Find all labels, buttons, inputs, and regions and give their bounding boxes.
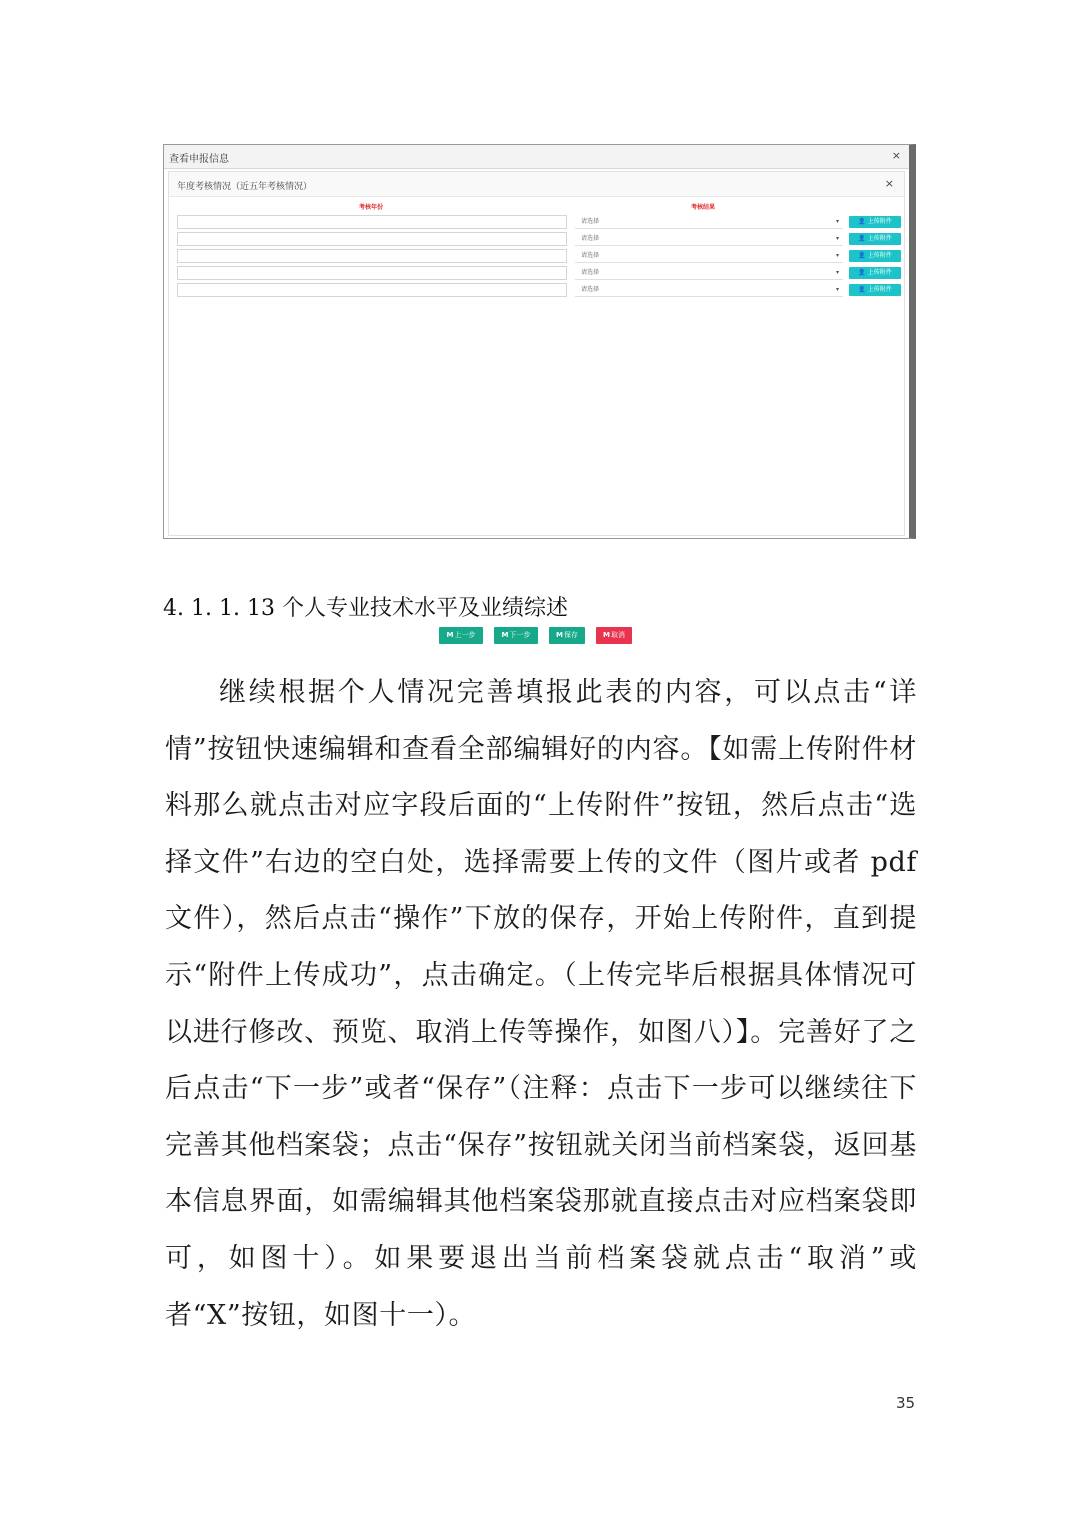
column-header-result: 考核结果 <box>691 204 716 211</box>
select-value: 请选择 <box>581 218 600 225</box>
save-label: 保存 <box>563 631 578 639</box>
select-value: 请选择 <box>581 235 600 242</box>
cancel-label: 取消 <box>610 631 625 639</box>
inner-dialog-header <box>169 172 904 197</box>
prev-step-button[interactable] <box>439 627 483 644</box>
user-icon: 👤 <box>858 218 866 225</box>
inner-dialog-title: 年度考核情况（近五年考核情况） <box>177 182 313 192</box>
upload-attachment-button[interactable] <box>849 250 901 262</box>
year-input[interactable] <box>177 283 567 297</box>
save-button[interactable] <box>549 627 585 644</box>
prev-label: 上一步 <box>454 631 476 639</box>
table-row <box>177 283 897 298</box>
result-select[interactable] <box>575 283 843 297</box>
step-icon: M <box>501 631 509 639</box>
upload-label: 上传附件 <box>867 218 892 225</box>
year-input[interactable] <box>177 215 567 229</box>
select-value: 请选择 <box>581 286 600 293</box>
outer-dialog-title: 查看申报信息 <box>169 154 229 165</box>
upload-attachment-button[interactable] <box>849 267 901 279</box>
caret-down-icon: ▾ <box>835 252 839 259</box>
user-icon: 👤 <box>858 269 866 276</box>
table-row <box>177 249 897 264</box>
cancel-button[interactable] <box>596 627 632 644</box>
user-icon: 👤 <box>858 252 866 259</box>
upload-label: 上传附件 <box>867 252 892 259</box>
year-input[interactable] <box>177 266 567 280</box>
year-input[interactable] <box>177 249 567 263</box>
result-select[interactable] <box>575 232 843 246</box>
result-select[interactable] <box>575 266 843 280</box>
upload-label: 上传附件 <box>867 286 892 293</box>
step-icon: M <box>446 631 454 639</box>
select-value: 请选择 <box>581 269 600 276</box>
caret-down-icon: ▾ <box>835 235 839 242</box>
body-paragraph: 继续根据个人情况完善填报此表的内容，可以点击“详情”按钮快速编辑和查看全部编辑好的内容。【如需上传附件材料那么就点击对应字段后面的“上传附件”按钮，然后点击“选择文件”右边的空白处，选择需要上传的文件（图片或者 pdf 文件），然后点击“操作”下放的保存，开始上传附件，直到提示“附件上传成功”，点击确定。（上传完毕后根据具体情况可以进行修改、预览、取消上传等操作，如图八）】。完善好了之后点击“下一步”或者“保存”（注释：点击下一步可以继续往下完善其他档案袋；点击“保存”按钮就关闭当前档案袋，返回基本信息界面，如需编辑其他档案袋那就直接点击对应档案袋即可，如图十）。如果要退出当前档案袋就点击“取消”或者“X”按钮，如图十一）。 <box>165 677 917 1331</box>
page-number: 35 <box>896 1394 916 1412</box>
caret-down-icon: ▾ <box>835 269 839 276</box>
table-row <box>177 215 897 230</box>
cancel-icon: M <box>603 631 610 639</box>
outer-dialog-header <box>164 145 909 169</box>
upload-label: 上传附件 <box>867 269 892 276</box>
next-step-button[interactable] <box>494 627 538 644</box>
result-select[interactable] <box>575 249 843 263</box>
table-row <box>177 266 897 281</box>
next-label: 下一步 <box>509 631 531 639</box>
inner-close-icon[interactable]: × <box>884 177 894 190</box>
year-input[interactable] <box>177 232 567 246</box>
result-select[interactable] <box>575 215 843 229</box>
outer-close-icon[interactable]: × <box>891 149 901 162</box>
upload-attachment-button[interactable] <box>849 233 901 245</box>
section-heading: 4. 1. 1. 13 个人专业技术水平及业绩综述 <box>163 596 568 621</box>
column-header-year: 考核年份 <box>359 204 384 211</box>
upload-attachment-button[interactable] <box>849 216 901 228</box>
upload-label: 上传附件 <box>867 235 892 242</box>
select-value: 请选择 <box>581 252 600 259</box>
upload-attachment-button[interactable] <box>849 284 901 296</box>
caret-down-icon: ▾ <box>835 286 839 293</box>
user-icon: 👤 <box>858 286 866 293</box>
caret-down-icon: ▾ <box>835 218 839 225</box>
user-icon: 👤 <box>858 235 866 242</box>
save-icon: M <box>556 631 563 639</box>
table-row <box>177 232 897 247</box>
